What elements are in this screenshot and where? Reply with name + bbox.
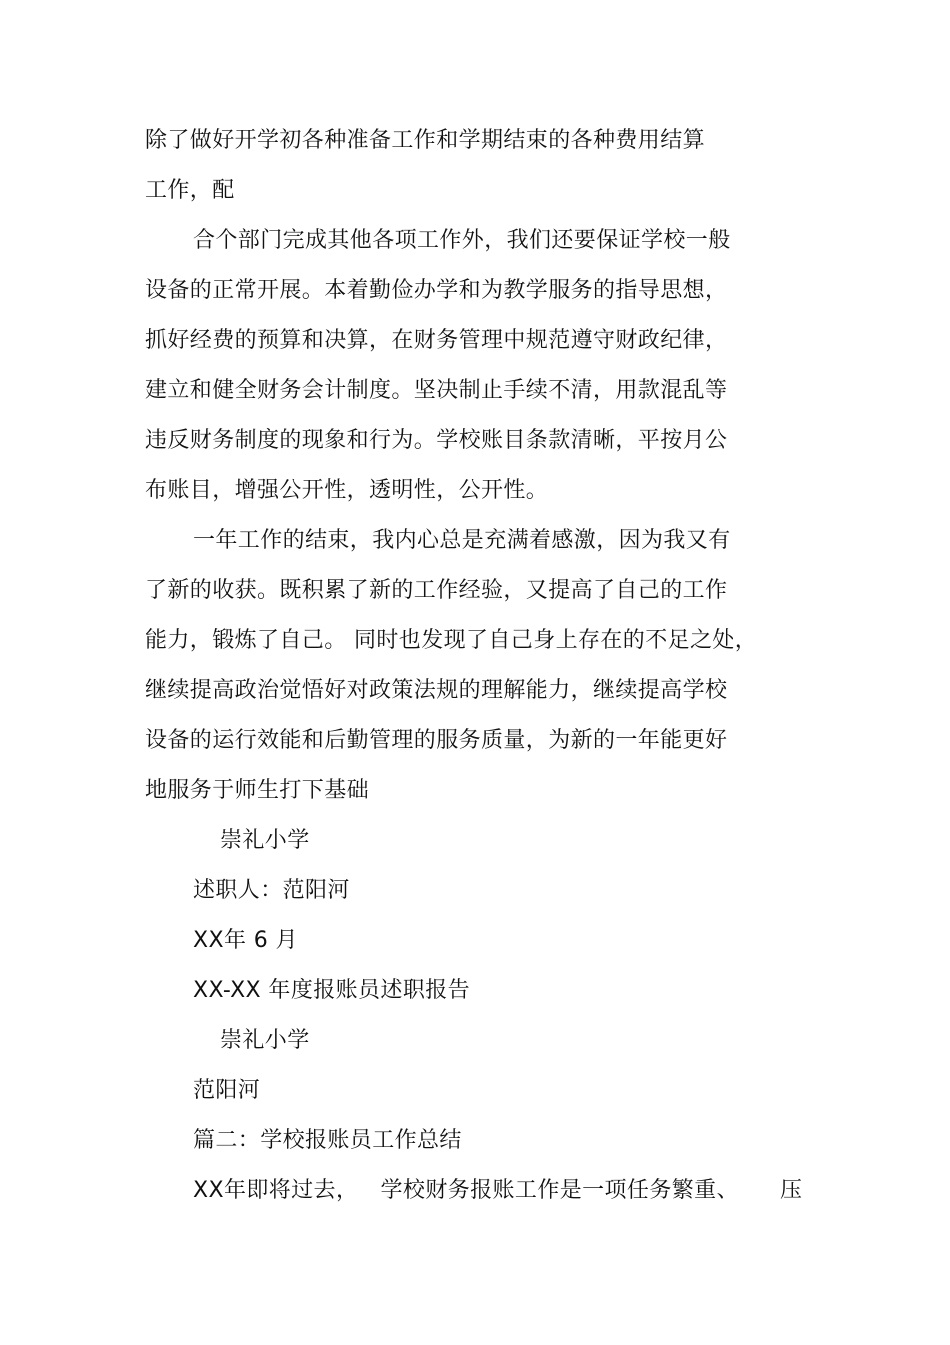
school-name: 崇礼小学 [220,828,310,853]
text-line-last-tail: 压 [780,1178,803,1203]
text-line-3: 合个部门完成其他各项工作外，我们还要保证学校一般 [193,228,731,253]
text-line-4: 设备的正常开展。本着勤俭办学和为教学服务的指导思想， [145,278,728,303]
text-line-2: 工作，配 [145,178,235,203]
text-line-8: 布账目，增强公开性，透明性，公开性。 [145,478,549,503]
reporter-line: 述职人：范阳河 [193,878,350,903]
section-title: 篇二：学校报账员工作总结 [193,1128,462,1153]
text-line-1: 除了做好开学初各种准备工作和学期结束的各种费用结算 [145,128,706,153]
text-line-9: 一年工作的结束，我内心总是充满着感激，因为我又有 [193,528,731,553]
date-line: XX年 6 月 [193,928,298,953]
text-line-12: 继续提高政治觉悟好对政策法规的理解能力，继续提高学校 [145,678,728,703]
text-line-11: 能力，锻炼了自己。 同时也发现了自己身上存在的不足之处， [145,628,758,653]
text-line-last: XX年即将过去， 学校财务报账工作是一项任务繁重、 [193,1178,739,1203]
report-title: XX-XX 年度报账员述职报告 [193,978,471,1003]
text-line-7: 违反财务制度的现象和行为。学校账目条款清晰，平按月公 [145,428,728,453]
text-line-5: 抓好经费的预算和决算，在财务管理中规范遵守财政纪律， [145,328,728,353]
school-name-2: 崇礼小学 [220,1028,310,1053]
text-line-10: 了新的收获。既积累了新的工作经验，又提高了自己的工作 [145,578,728,603]
author-name: 范阳河 [193,1078,261,1103]
text-line-6: 建立和健全财务会计制度。坚决制止手续不清，用款混乱等 [145,378,728,403]
text-line-14: 地服务于师生打下基础 [145,778,370,803]
text-line-13: 设备的运行效能和后勤管理的服务质量，为新的一年能更好 [145,728,728,753]
